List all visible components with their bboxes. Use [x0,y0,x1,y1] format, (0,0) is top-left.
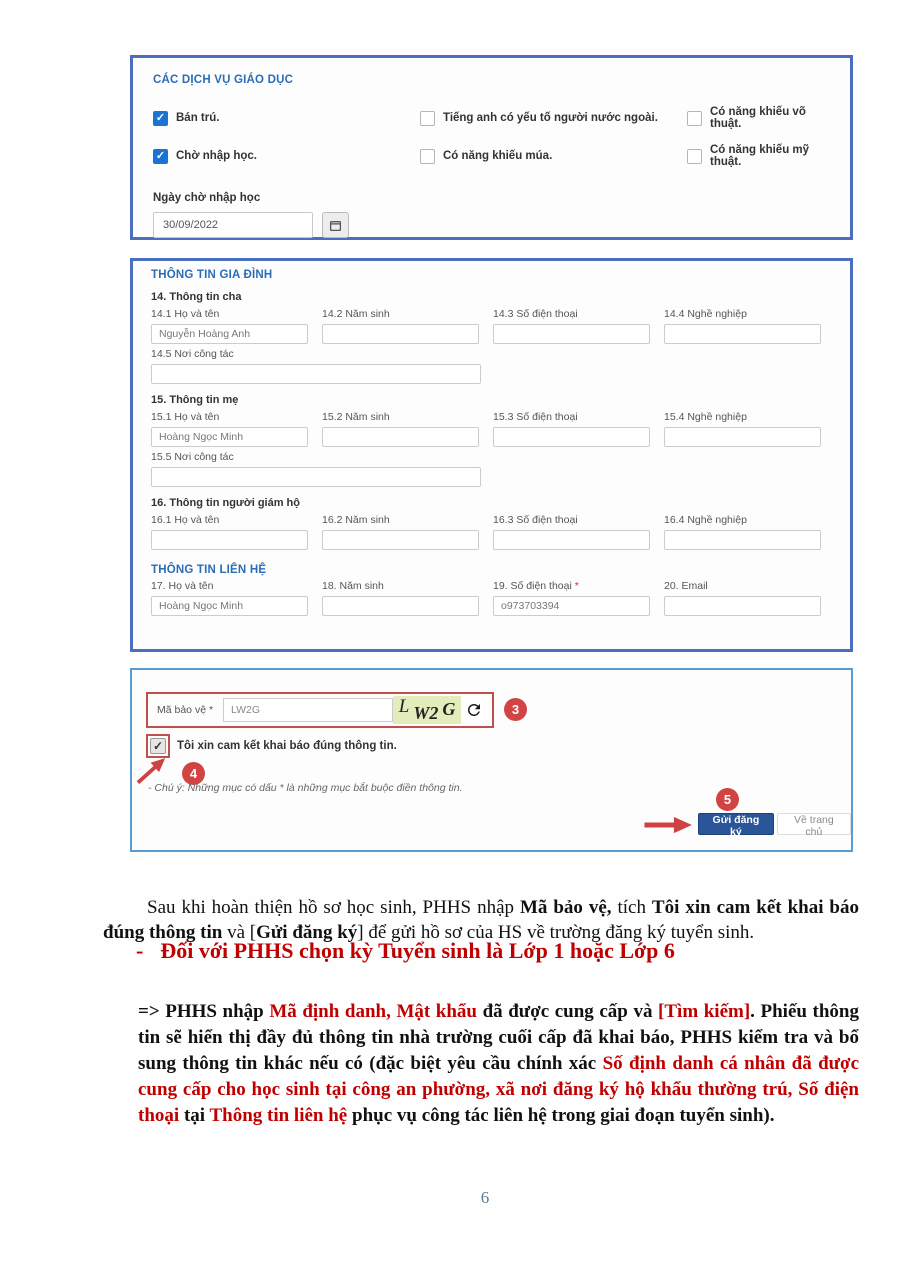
wait-date-row [153,212,830,238]
field-label: 19. Số điện thoại * [493,580,579,592]
captcha-highlight-box [146,692,494,728]
page-number: 6 [480,1188,490,1207]
mother-workplace-input[interactable] [151,467,481,487]
captcha-char: W2 [413,702,439,723]
mother-job-field [664,407,821,447]
father-birth-year-input[interactable] [322,324,479,344]
checkbox-unchecked-icon[interactable] [420,149,435,164]
checkbox-unchecked-icon[interactable] [420,111,435,126]
contact-email-field [664,576,821,616]
refresh-icon[interactable] [461,697,487,723]
field-label: 14.4 Nghề nghiệp [664,308,747,320]
contact-phone-input[interactable] [493,596,650,616]
father-birth-year-field [322,304,479,344]
guardian-birth-year-input[interactable] [322,530,479,550]
field-label: 15.5 Nơi công tác [151,451,234,463]
checkbox-label: Có năng khiếu múa. [443,150,553,162]
wait-date-label: Ngày chờ nhập học [153,192,261,204]
captcha-input[interactable] [223,698,393,722]
father-fields-row [151,304,832,344]
checkbox-label: Có năng khiếu mỹ thuật. [710,144,810,168]
checkbox-tieng-anh[interactable] [420,106,687,130]
contact-name-field [151,576,308,616]
heading-dash: - [136,938,144,963]
services-panel-title: CÁC DỊCH VỤ GIÁO DỤC [153,74,294,86]
required-fields-note: - Chú ý: Những mục có dấu * là những mục bắt buộc điền thông tin. [148,782,463,794]
services-panel [130,55,853,240]
guardian-name-input[interactable] [151,530,308,550]
father-section-title: 14. Thông tin cha [151,291,242,303]
step-badge-3: 3 [504,698,527,721]
field-label: 14.2 Năm sinh [322,308,390,320]
checkbox-ban-tru[interactable] [153,106,420,130]
heading-text: Đối với PHHS chọn kỳ Tuyển sinh là Lớp 1 hoặc Lớp 6 [160,938,675,963]
instruction-paragraph-2: => PHHS nhập Mã định danh, Mật khẩu đã được cung cấp và [Tìm kiếm]. Phiếu thông tin sẽ hiển thị đầy đủ thông tin nhà trường cuối cấp đã khai báo, PHHS kiểm tra và bổ sung thông tin khác nếu có (đặc biệt yêu cầu chính xác Số định danh cá nhân đã được cung cấp cho học sinh tại công an phường, xã nơi đăng ký hộ khẩu thường trú, Số điện thoại tại Thông tin liên hệ phục vụ công tác liên hệ trong giai đoạn tuyển sinh). [138,1001,860,1126]
field-label: 15.2 Năm sinh [322,411,390,423]
mother-phone-input[interactable] [493,427,650,447]
checkbox-checked-icon[interactable] [153,149,168,164]
field-label: 17. Họ và tên [151,580,214,592]
field-label: 14.5 Nơi công tác [151,348,234,360]
field-label: 15.1 Họ và tên [151,411,220,423]
step-badge-5: 5 [716,788,739,811]
captcha-char: L [398,696,410,717]
contact-fields-row [151,576,832,616]
field-label: 16.1 Họ và tên [151,514,220,526]
back-home-button[interactable]: Về trang chủ [777,813,851,835]
mother-job-input[interactable] [664,427,821,447]
checkbox-nang-khieu-vo-thuat[interactable] [687,106,830,130]
checkbox-unchecked-icon[interactable] [687,149,702,164]
checkbox-cho-nhap-hoc[interactable] [153,144,420,168]
mother-section-title: 15. Thông tin mẹ [151,394,239,406]
guardian-job-field [664,510,821,550]
submit-button-row [698,813,851,838]
captcha-label: Mã bảo vệ * [157,704,214,716]
father-workplace-field [151,348,832,384]
services-checkbox-grid [153,106,830,168]
mother-name-field [151,407,308,447]
father-phone-field [493,304,650,344]
submit-panel [130,668,853,852]
checkbox-unchecked-icon[interactable] [687,111,702,126]
family-panel [130,258,853,652]
contact-birth-year-input[interactable] [322,596,479,616]
field-label: 16.4 Nghề nghiệp [664,514,747,526]
mother-phone-field [493,407,650,447]
guardian-birth-year-field [322,510,479,550]
field-label: 14.1 Họ và tên [151,308,220,320]
commit-checkbox-row [146,734,397,758]
contact-email-input[interactable] [664,596,821,616]
contact-phone-field [493,576,650,616]
mother-name-input[interactable] [151,427,308,447]
guardian-fields-row [151,510,832,550]
field-label: 18. Năm sinh [322,580,384,592]
father-phone-input[interactable] [493,324,650,344]
calendar-icon[interactable] [322,212,349,238]
father-job-field [664,304,821,344]
required-asterisk: * [574,580,579,592]
mother-workplace-field [151,451,832,487]
captcha-image [393,696,462,724]
mother-fields-row [151,407,832,447]
checkbox-checked-icon[interactable] [153,111,168,126]
field-label: 16.2 Năm sinh [322,514,390,526]
guardian-job-input[interactable] [664,530,821,550]
contact-name-input[interactable] [151,596,308,616]
guardian-section-title: 16. Thông tin người giám hộ [151,497,300,509]
checkbox-nang-khieu-my-thuat[interactable] [687,144,830,168]
contact-section-title: THÔNG TIN LIÊN HỆ [151,564,267,576]
contact-birth-year-field [322,576,479,616]
wait-date-input[interactable] [153,212,313,238]
checkbox-label: Bán trú. [176,112,220,124]
mother-birth-year-field [322,407,479,447]
guardian-phone-input[interactable] [493,530,650,550]
checkbox-label: Chờ nhập học. [176,150,258,162]
field-label: 14.3 Số điện thoại [493,308,578,320]
father-workplace-input[interactable] [151,364,481,384]
checkbox-label: Có năng khiếu võ thuật. [710,106,806,130]
section-heading-red [136,936,675,966]
annotation-arrow-icon [640,816,698,834]
father-name-field [151,304,308,344]
checkbox-nang-khieu-mua[interactable] [420,144,687,168]
field-label: 20. Email [664,580,708,592]
mother-birth-year-input[interactable] [322,427,479,447]
father-name-input[interactable] [151,324,308,344]
family-panel-title: THÔNG TIN GIA ĐÌNH [151,269,273,281]
captcha-char: G [442,698,456,719]
field-label: 15.4 Nghề nghiệp [664,411,747,423]
field-label: 15.3 Số điện thoại [493,411,578,423]
submit-registration-button[interactable]: Gửi đăng ký [698,813,774,835]
instruction-paragraph-1: Sau khi hoàn thiện hồ sơ học sinh, PHHS nhập Mã bảo vệ, tích Tôi xin cam kết khai báo đúng thông tin và [Gửi đăng ký] để gửi hồ sơ của HS về trường đăng ký tuyển sinh. [103,897,860,943]
step-badge-4: 4 [182,762,205,785]
guardian-phone-field [493,510,650,550]
guardian-name-field [151,510,308,550]
father-job-input[interactable] [664,324,821,344]
checkbox-label: Tiếng anh có yếu tố người nước ngoài. [443,112,658,124]
field-label: 16.3 Số điện thoại [493,514,578,526]
commit-checkbox-label: Tôi xin cam kết khai báo đúng thông tin. [177,740,397,752]
